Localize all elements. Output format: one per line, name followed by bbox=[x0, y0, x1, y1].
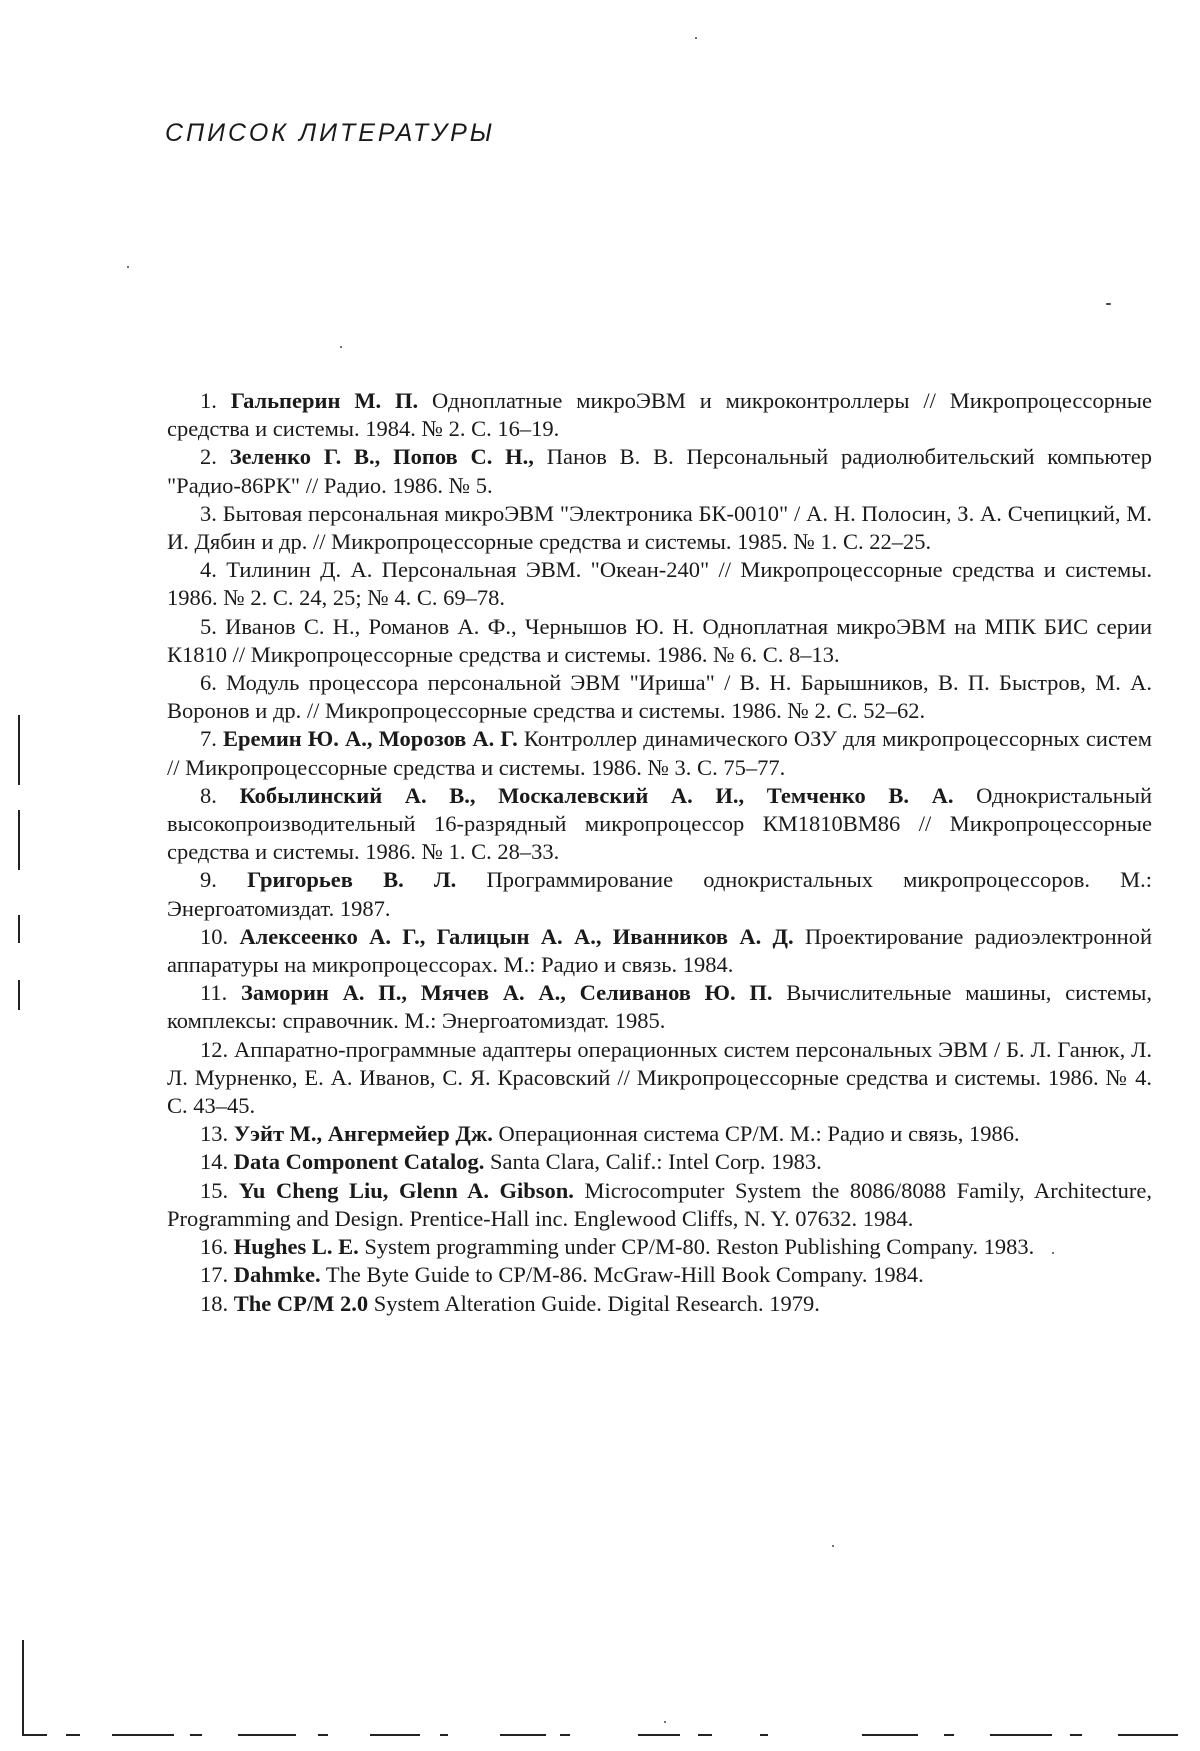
scan-bottom-edge bbox=[638, 1734, 680, 1736]
scan-bottom-edge bbox=[370, 1734, 420, 1736]
scan-speck bbox=[340, 346, 342, 348]
scan-speck bbox=[664, 1721, 666, 1723]
scan-speck bbox=[1106, 303, 1111, 305]
reference-number: 16. bbox=[200, 1234, 229, 1260]
scan-bottom-edge bbox=[66, 1734, 80, 1736]
reference-text: Иванов С. Н., Романов А. Ф., Чернышов Ю. Н. Одноплатная микроЭВМ на МПК БИС серии К1810 // Микропроцессорные средства и системы. 1986. № 6. С. 8–13. bbox=[167, 613, 1153, 667]
reference-item bbox=[167, 1261, 1152, 1289]
scan-margin-line bbox=[18, 715, 20, 785]
scan-bottom-edge bbox=[318, 1734, 328, 1736]
reference-item bbox=[167, 1036, 1152, 1121]
scan-bottom-edge bbox=[238, 1734, 296, 1736]
scan-bottom-edge bbox=[944, 1734, 954, 1736]
reference-text: The Byte Guide to CP/M-86. McGraw-Hill Book Company. 1984. bbox=[320, 1262, 924, 1288]
reference-item bbox=[167, 556, 1152, 612]
reference-number: 7. bbox=[200, 726, 217, 752]
reference-item bbox=[167, 443, 1152, 499]
reference-item bbox=[167, 866, 1152, 922]
scan-bottom-edge bbox=[440, 1734, 448, 1736]
reference-list bbox=[167, 387, 1152, 1318]
reference-text: Бытовая персональная микроЭВМ "Электроника БК-0010" / А. Н. Полосин, З. А. Счепицкий, М. И. Дябин и др. // Микропроцессорные средства и системы. 1985. № 1. С. 22–25. bbox=[167, 500, 1152, 555]
reference-text: Модуль процессора персональной ЭВМ "Ириша" / В. Н. Барышников, В. П. Быстров, М. А. Воронов и др. // Микропроцессорные средства и системы. 1986. № 2. С. 52–62. bbox=[167, 670, 1153, 724]
reference-text: Вычислительные машины, системы, комплексы: справочник. М.: Энергоатомиздат. 1985. bbox=[167, 980, 1152, 1034]
reference-text: System programming under CP/M-80. Reston Publishing Company. 1983. bbox=[358, 1234, 1035, 1260]
reference-number: 17. bbox=[200, 1262, 229, 1288]
reference-number: 15. bbox=[200, 1177, 229, 1203]
scan-margin-line bbox=[18, 980, 20, 1010]
scan-bottom-edge bbox=[1070, 1734, 1082, 1736]
reference-item bbox=[167, 1148, 1152, 1176]
reference-author: Алексеенко А. Г., Галицын А. А., Иванников А. Д. bbox=[239, 923, 794, 949]
reference-author: Кобылинский А. В., Москалевский А. И., Темченко В. А. bbox=[239, 782, 954, 808]
scan-margin-line bbox=[22, 1640, 24, 1736]
reference-item bbox=[167, 1290, 1152, 1318]
reference-number: 6. bbox=[200, 670, 217, 696]
scan-bottom-edge bbox=[560, 1734, 570, 1736]
reference-text: System Alteration Guide. Digital Research. 1979. bbox=[368, 1290, 820, 1316]
scan-bottom-edge bbox=[112, 1734, 174, 1736]
reference-text: Одноплатные микроЭВМ и микроконтроллеры // Микропроцессорные средства и системы. 1984. № 2. С. 16–19. bbox=[167, 388, 1153, 442]
reference-item bbox=[167, 725, 1152, 781]
reference-number: 18. bbox=[200, 1290, 229, 1316]
reference-author: Григорьев В. Л. bbox=[247, 867, 457, 893]
scan-speck bbox=[1052, 1252, 1054, 1254]
reference-author: Yu Cheng Liu, Glenn A. Gibson. bbox=[238, 1177, 574, 1203]
reference-text: Программирование однокристальных микропроцессоров. М.: Энергоатомиздат. 1987. bbox=[167, 867, 1153, 921]
reference-author: Уэйт М., Ангермейер Дж. bbox=[233, 1121, 493, 1147]
scan-bottom-edge bbox=[190, 1734, 202, 1736]
reference-item bbox=[167, 923, 1152, 979]
scan-margin-line bbox=[18, 810, 20, 870]
reference-author: Гальперин М. П. bbox=[230, 388, 419, 413]
reference-text: Тилинин Д. А. Персональная ЭВМ. "Океан-240" // Микропроцессорные средства и системы. 1986. № 2. С. 24, 25; № 4. С. 69–78. bbox=[167, 557, 1152, 611]
reference-author: Hughes L. E. bbox=[233, 1234, 359, 1260]
reference-text: Операционная система СР/М. М.: Радио и связь, 1986. bbox=[492, 1121, 1020, 1147]
reference-text: Панов В. В. Персональный радиолюбительский компьютер "Радио-86РК" // Радио. 1986. № 5. bbox=[167, 444, 1153, 498]
scan-bottom-edge bbox=[862, 1734, 918, 1736]
reference-item bbox=[167, 1177, 1152, 1233]
reference-number: 14. bbox=[200, 1149, 229, 1175]
reference-author: Зеленко Г. В., Попов С. Н., bbox=[229, 444, 534, 470]
scan-speck bbox=[695, 37, 697, 39]
scan-bottom-edge bbox=[500, 1734, 546, 1736]
scan-speck bbox=[832, 1545, 834, 1547]
reference-item bbox=[167, 1233, 1152, 1261]
reference-number: 12. bbox=[200, 1036, 229, 1062]
reference-number: 10. bbox=[200, 923, 229, 949]
reference-number: 8. bbox=[200, 782, 217, 808]
reference-item bbox=[167, 1120, 1152, 1148]
reference-text: Аппаратно-программные адаптеры операционных систем персональных ЭВМ / Б. Л. Ганюк, Л. Л. Мурненко, Е. А. Иванов, С. Я. Красовский // Микропроцессорные средства и системы. 1986. № 4. С. 43–45. bbox=[167, 1036, 1152, 1119]
reference-item bbox=[167, 387, 1152, 443]
reference-author: Dahmke. bbox=[233, 1262, 321, 1288]
reference-item bbox=[167, 613, 1152, 669]
scan-speck bbox=[127, 266, 129, 268]
page-title: СПИСОК ЛИТЕРАТУРЫ bbox=[165, 119, 495, 147]
reference-text: Однокристальный высокопроизводительный 16-разрядный микропроцессор КМ1810ВМ86 // Микропроцессорные средства и системы. 1986. № 1. С. 28–33. bbox=[167, 782, 1152, 865]
reference-text: Контроллер динамического ОЗУ для микропроцессорных систем // Микропроцессорные средства и системы. 1986. № 3. С. 75–77. bbox=[167, 726, 1152, 780]
reference-number: 3. bbox=[200, 500, 217, 526]
scan-margin-line bbox=[18, 915, 20, 943]
scan-bottom-edge bbox=[22, 1734, 47, 1736]
reference-item bbox=[167, 979, 1152, 1035]
reference-number: 13. bbox=[200, 1121, 229, 1147]
reference-number: 2. bbox=[200, 444, 217, 470]
reference-author: Data Component Catalog. bbox=[233, 1149, 485, 1175]
scan-bottom-edge bbox=[760, 1734, 768, 1736]
reference-number: 9. bbox=[200, 867, 217, 893]
reference-text: Проектирование радиоэлектронной аппаратуры на микропроцессорах. М.: Радио и связь. 1984. bbox=[167, 923, 1153, 978]
reference-item bbox=[167, 782, 1152, 867]
reference-text: Santa Clara, Calif.: Intel Corp. 1983. bbox=[484, 1149, 822, 1175]
scan-bottom-edge bbox=[990, 1734, 1052, 1736]
reference-number: 1. bbox=[200, 388, 217, 413]
reference-author: Еремин Ю. А., Морозов А. Г. bbox=[223, 726, 518, 752]
reference-item bbox=[167, 669, 1152, 725]
reference-author: Заморин А. П., Мячев А. А., Селиванов Ю. П. bbox=[241, 980, 773, 1006]
reference-author: The CP/M 2.0 bbox=[233, 1290, 369, 1316]
reference-number: 5. bbox=[200, 613, 217, 639]
scan-bottom-edge bbox=[698, 1734, 712, 1736]
reference-text: Microcomputer System the 8086/8088 Family, Architecture, Programming and Design. Prentice-Hall inc. Englewood Cliffs, N. Y. 07632. 1984. bbox=[167, 1177, 1153, 1231]
scan-bottom-edge bbox=[1118, 1734, 1178, 1736]
reference-number: 11. bbox=[200, 980, 228, 1006]
reference-number: 4. bbox=[200, 557, 217, 583]
reference-item bbox=[167, 500, 1152, 556]
